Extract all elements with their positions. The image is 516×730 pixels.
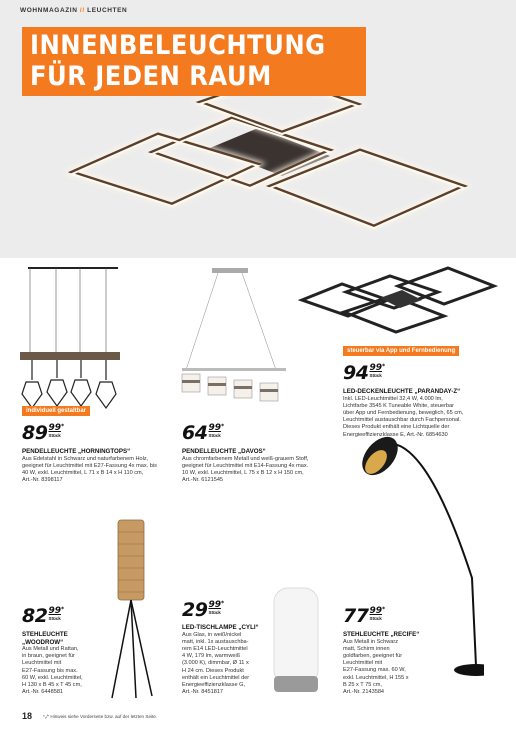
price-star: * <box>220 423 225 430</box>
page-number: 18 <box>22 711 33 721</box>
price-main: 64 <box>182 422 208 444</box>
headline-line-2: FÜR JEDEN RAUM <box>30 61 272 92</box>
cyli-table-lamp-image <box>266 584 326 700</box>
product-desc-line: Leuchtmittel austauschbar durch Fachpersonal. <box>343 417 461 424</box>
price-cyli <box>182 601 224 620</box>
headline-box <box>22 27 366 96</box>
product-desc-line: geeignet für Leuchtmittel mit E27-Fassung 4x max. bis <box>22 462 157 469</box>
davos-pendant-image <box>172 264 292 414</box>
product-desc-line: Energieeffizienzklasse E, Art.-Nr. 6854630 <box>343 431 448 438</box>
product-title: PENDELLEUCHTE „DAVOS“ <box>182 448 266 455</box>
price-star: * <box>220 600 225 607</box>
product-desc-line: 4 W, 179 lm, warmweiß <box>182 653 241 660</box>
product-title: PENDELLEUCHTE „HORNINGTOPS“ <box>22 448 131 455</box>
price-cents: 99 <box>48 606 61 616</box>
product-desc-line: 60 W, exkl. Leuchtmittel, <box>22 674 83 681</box>
price-cents: 99 <box>208 423 221 433</box>
magazine-name: WOHNMAGAZIN <box>20 7 78 14</box>
price-horningtops <box>22 424 64 443</box>
product-desc-line: H 24 cm. Dieses Produkt <box>182 667 244 674</box>
price-star: * <box>60 423 65 430</box>
price-unit: Stück <box>208 610 221 615</box>
price-recife <box>343 607 385 626</box>
product-desc-line: E27-Fassung bis max. <box>22 667 78 674</box>
separator: // <box>79 7 85 14</box>
product-woodrow <box>22 631 112 696</box>
product-desc-line: Art.-Nr. 6121545 <box>182 477 224 484</box>
price-main: 77 <box>343 605 369 627</box>
product-desc-line: Inkl. LED-Leuchtmittel 32,4 W, 4.000 lm, <box>343 395 443 402</box>
badge-individual: individuell gestaltbar <box>22 406 90 416</box>
product-desc-line: Art.-Nr. 8398117 <box>22 477 63 484</box>
price-star: * <box>381 363 386 370</box>
product-desc-line: Dieses Produkt enthält eine Lichtquelle der <box>343 424 450 431</box>
woodrow-floor-lamp-image <box>108 514 164 700</box>
product-desc-line: (3.000 K), dimmbar, Ø 11 x <box>182 660 249 667</box>
product-desc-line: rem E14 LED-Leuchtmittel <box>182 645 248 652</box>
price-cents: 99 <box>369 606 382 616</box>
price-star: * <box>381 606 386 613</box>
price-main: 94 <box>343 362 369 384</box>
product-desc-line: Art.-Nr. 2143584 <box>343 688 385 695</box>
product-desc-line: Aus Glas, in weiß/nickel <box>182 631 242 638</box>
product-desc-line: Art.-Nr. 6448581 <box>22 689 64 696</box>
product-title-line-2: „WOODROW“ <box>22 638 64 646</box>
price-main: 89 <box>22 422 48 444</box>
price-woodrow <box>22 607 64 626</box>
footer-note: *„/“ Hinweis siehe Vorderseite bzw. auf der letzten Seite. <box>43 714 158 719</box>
product-desc-line: E27-Fassung max. 60 W, <box>343 667 406 674</box>
product-desc-line: Energieeffizienzklasse G, <box>182 681 246 688</box>
price-unit: Stück <box>369 616 382 621</box>
product-desc-line: geeignet für Leuchtmittel mit E14-Fassung 4x max. <box>182 462 309 469</box>
product-title: LED-TISCHLAMPE „CYLI“ <box>182 624 259 631</box>
product-desc-line: matt, Schirm innen <box>343 645 390 652</box>
product-desc-line: 40 W, exkl. Leuchtmittel, L 71 x B 14 x H 110 cm, <box>22 469 144 476</box>
product-desc-line: 10 W, exkl. Leuchtmittel, L 75 x B 12 x H 150 cm, <box>182 469 304 476</box>
product-title: LED-DECKENLEUCHTE „PARANDAY-Z“ <box>343 388 461 395</box>
price-unit: Stück <box>369 373 382 378</box>
product-paranday <box>343 388 503 439</box>
badge-app-control: steuerbar via App und Fernbedienung <box>343 346 459 356</box>
product-desc-line: Aus Edelstahl in Schwarz und naturfarbenem Holz, <box>22 455 149 462</box>
product-desc-line: B 25 x T 75 cm, <box>343 681 382 688</box>
product-desc-line: über App und Fernbedienung, beweglich, 65 cm, <box>343 409 464 416</box>
price-unit: Stück <box>48 616 61 621</box>
product-desc-line: Aus chromfarbenem Metall und weiß-grauem Stoff, <box>182 455 309 462</box>
product-desc-line: Aus Metall in Schwarz <box>343 638 399 645</box>
price-main: 29 <box>182 599 208 621</box>
product-desc-line: Leuchtmittel mit <box>343 660 383 667</box>
product-desc-line: goldfarben, geeignet für <box>343 652 403 659</box>
product-davos <box>182 448 332 484</box>
headline-line-1: INNENBELEUCHTUNG <box>30 30 326 61</box>
product-title: STEHLEUCHTE <box>22 631 68 638</box>
section-name: LEUCHTEN <box>87 7 128 14</box>
product-desc-line: in braun, geeignet für <box>22 653 75 660</box>
price-star: * <box>60 606 65 613</box>
product-title: STEHLEUCHTE „RECIFE“ <box>343 631 420 638</box>
price-main: 82 <box>22 605 48 627</box>
price-unit: Stück <box>208 433 221 438</box>
product-desc-line: exkl. Leuchtmittel, H 155 x <box>343 674 409 681</box>
product-desc-line: Leuchtmittel mit <box>22 660 62 667</box>
price-cents: 99 <box>369 363 382 373</box>
price-cents: 99 <box>48 423 61 433</box>
product-horningtops <box>22 448 172 484</box>
product-desc-line: enthält ein Leuchtmittel der <box>182 674 250 681</box>
price-paranday <box>343 364 385 383</box>
magazine-header <box>20 7 127 14</box>
product-cyli <box>182 624 272 696</box>
product-desc-line: Lichtfarbe 3545 K Tuneable White, steuerbar <box>343 402 455 409</box>
price-davos <box>182 424 224 443</box>
product-recife <box>343 631 433 696</box>
product-desc-line: H 130 x B 45 x T 45 cm, <box>22 682 82 689</box>
price-unit: Stück <box>48 433 61 438</box>
product-desc-line: Aus Metall und Rattan, <box>22 646 79 652</box>
product-desc-line: Art.-Nr. 8451817 <box>182 689 224 696</box>
product-desc-line: matt, inkl. 1x austauschba- <box>182 638 249 645</box>
paranday-ceiling-image <box>298 262 498 342</box>
horningtops-pendant-image <box>18 264 128 416</box>
price-cents: 99 <box>208 600 221 610</box>
